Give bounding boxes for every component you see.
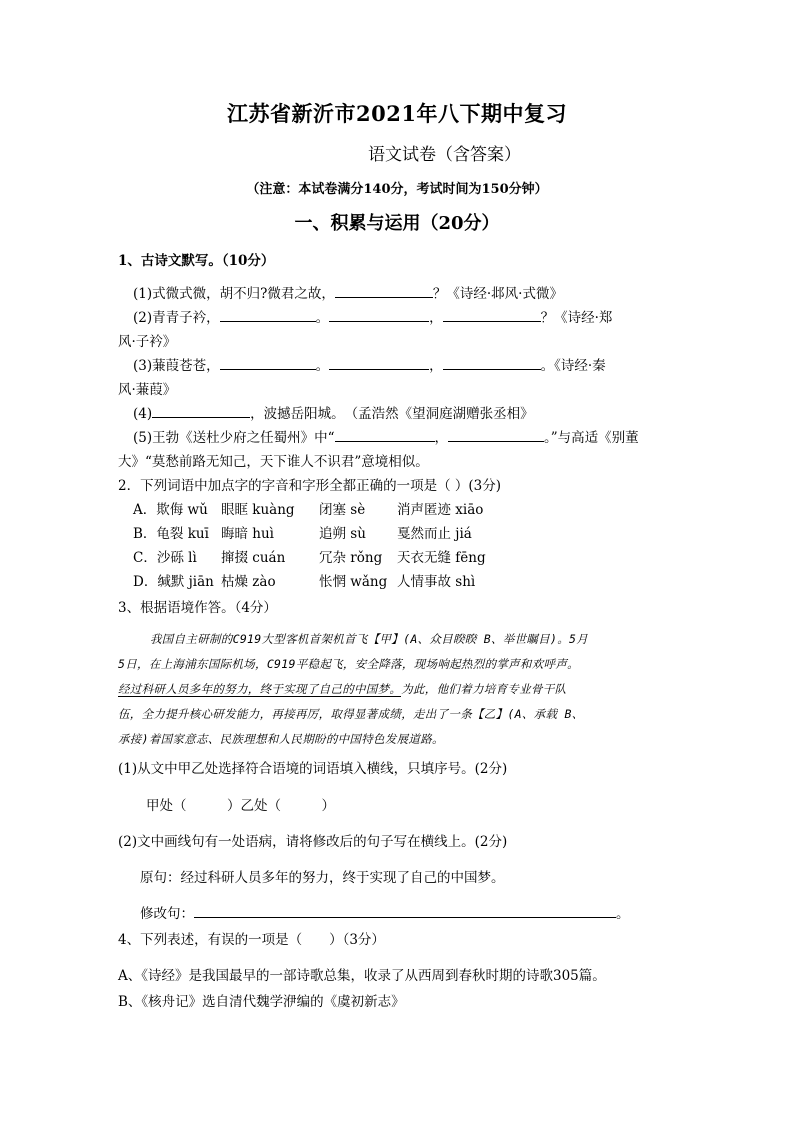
q4-heading: 4、下列表述，有误的一项是（ ）（3分） [118,932,385,948]
q2-option-a[interactable]: A．欺侮 wǔ 眼眶 kuàng 闭塞 sè 消声匿迹 xiāo [133,502,484,518]
q3-passage-line-2: 5日，在上海浦东国际机场，C919平稳起飞，安全降落，现场响起热烈的掌声和欢呼声。 [118,657,579,671]
answer-blank[interactable] [152,404,250,418]
q3-passage-line-5: 承接)着国家意志、民族理想和人民期盼的中国特色发展道路。 [118,732,444,746]
q2-heading: 2．下列词语中加点字的字音和字形全都正确的一项是（ ）(3分) [118,478,502,494]
q1-item-5-cont: 大》“莫愁前路无知己，天下谁人不识君”意境相似。 [118,454,429,470]
exam-note: （注意：本试卷满分140分，考试时间为150分钟） [246,182,548,197]
q1-item-3-cont: 风·蒹葭》 [118,382,177,398]
answer-blank[interactable] [220,308,316,322]
q2-option-d[interactable]: D．缄默 jiān 枯燥 zào 怅惘 wǎng 人情事故 shì [133,574,476,590]
q3-heading: 3、根据语境作答。（4分） [118,600,277,616]
q3-passage-line-1: 我国自主研制的C919大型客机首架机首飞【甲】(A、众目睽睽 B、举世瞩目)。5月 [150,632,589,646]
q3-passage-line-3: 经过科研人员多年的努力，终于实现了自己的中国梦。为此，他们着力培育专业骨干队 [118,682,567,696]
q1-heading: 1、古诗文默写。（10分） [118,253,275,269]
q3-passage-line-4: 伍，全力提升核心研发能力，再接再厉，取得显著成绩，走出了一条【乙】(A、承载 B、 [118,707,584,721]
q4-option-a[interactable]: A、《诗经》是我国最早的一部诗歌总集，收录了从西周到春秋时期的诗歌305篇。 [118,968,606,984]
q1-item-5: (5)王勃《送杜少府之任蜀州》中“ ， 。”与高适《别董 [133,430,639,446]
page-subtitle: 语文试卷（含答案） [368,145,521,165]
answer-blank[interactable] [443,356,541,370]
q3-sub-2: (2)文中画线句有一处语病，请将修改后的句子写在横线上。(2分) [118,834,508,850]
q3-revision-line: 修改句： 。 [140,906,630,922]
answer-blank[interactable] [335,284,433,298]
q3-original-sentence: 原句：经过科研人员多年的努力，终于实现了自己的中国梦。 [140,870,505,886]
q1-item-2: (2)青青子衿， 。 ， ？《诗经·郑 [133,310,613,326]
page-title: 江苏省新沂市2021年八下期中复习 [227,101,567,126]
revision-answer-blank[interactable] [194,904,616,918]
answer-blank[interactable] [335,428,435,442]
answer-blank[interactable] [329,308,429,322]
q1-item-2-cont: 风·子衿》 [118,334,177,350]
q2-option-b[interactable]: B．龟裂 kuī 晦暗 huì 追朔 sù 戛然而止 jiá [133,526,472,542]
answer-blank[interactable] [329,356,429,370]
q1-item-1: (1)式微式微，胡不归?微君之故， ？《诗经·邶风·式微》 [133,286,563,302]
section-heading: 一、积累与运用（20分） [294,213,500,234]
q1-item-3: (3)蒹葭苍苍， 。 ， 。《诗经·秦 [133,358,606,374]
q4-option-b[interactable]: B、《核舟记》选自清代魏学洢编的《虞初新志》 [118,994,405,1010]
underlined-sentence: 经过科研人员多年的努力，终于实现了自己的中国梦。 [118,682,402,696]
q1-item-4: (4) ，波撼岳阳城。 （孟浩然《望洞庭湖赠张丞相》 [133,406,534,422]
answer-blank[interactable] [220,356,316,370]
q3-jia-answer[interactable]: 甲处（ ）乙处（ ） [146,798,335,814]
q3-sub-1: (1)从文中甲乙处选择符合语境的词语填入横线，只填序号。(2分) [118,761,508,777]
q2-option-c[interactable]: C．沙砾 lì 撺掇 cuán 冗杂 rǒng 天衣无缝 fēng [133,550,486,566]
answer-blank[interactable] [448,428,544,442]
answer-blank[interactable] [443,308,541,322]
